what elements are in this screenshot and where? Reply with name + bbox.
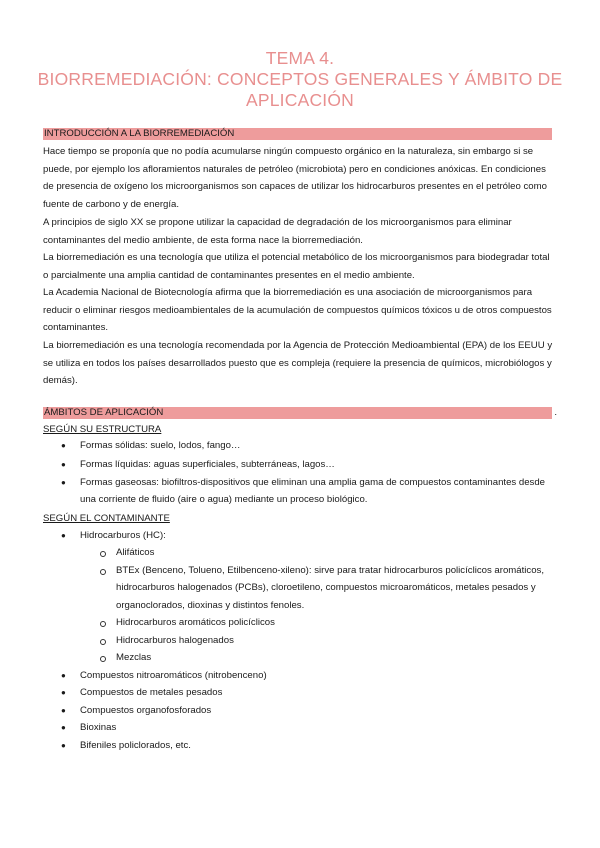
contaminante-item-1: Compuestos nitroaromáticos (nitrobenceno) — [80, 670, 267, 681]
hc-sub-item-1: Alifáticos — [116, 547, 155, 558]
ambitos-heading-text: ÁMBITOS DE APLICACIÓN — [44, 407, 164, 418]
circle-bullet-icon — [100, 621, 106, 627]
bullet-icon: ● — [61, 478, 66, 487]
document-title — [30, 48, 570, 111]
hc-sub-item-2: BTEx (Benceno, Tolueno, Etilbenceno-xileno): sirve para tratar hidrocarburos policíclicos aromáticos, hidrocarburos halogenados (PCBs), cloroetileno, compuestos microaromáticos, metales pesados y organoclorados, dioxinas y distintos fenoles. — [116, 565, 545, 611]
ambitos-heading — [43, 407, 557, 419]
intro-paragraph-2: A principios de siglo XX se propone utilizar la capacidad de degradación de los microorganismos para eliminar contaminantes del medio ambiente, de esta forma nace la biorremediación. — [43, 217, 512, 246]
contaminante-item-2: Compuestos de metales pesados — [80, 687, 223, 698]
bullet-icon: ● — [61, 706, 66, 715]
intro-paragraph-5: La biorremediación es una tecnología recomendada por la Agencia de Protección Medioambiental (EPA) de los EEUU y se utiliza en todos los países desarrollados puesto que es compleja (requiere la presencia de químicos, microbiólogos y demás). — [43, 340, 553, 387]
intro-heading — [43, 128, 552, 140]
estructura-item-3: Formas gaseosas: biofiltros-dispositivos que eliminan una amplia gama de compuestos contaminantes desde una corriente de fluido (aire o agua) mediante un proceso biológico. — [80, 477, 546, 506]
intro-heading-text: INTRODUCCIÓN A LA BIORREMEDIACIÓN — [44, 128, 235, 139]
ambitos-heading-trailing: . — [554, 407, 557, 418]
circle-bullet-icon — [100, 569, 106, 575]
bullet-icon: ● — [61, 531, 66, 540]
title-line-2: BIORREMEDIACIÓN: CONCEPTOS GENERALES Y ÁMBITO DE — [37, 69, 563, 89]
title-line-1: TEMA 4. — [265, 48, 335, 68]
hc-sub-item-5: Mezclas — [116, 652, 152, 663]
circle-bullet-icon — [100, 656, 106, 662]
estructura-heading: SEGÚN SU ESTRUCTURA — [43, 424, 162, 435]
hc-sub-item-4: Hidrocarburos halogenados — [116, 635, 234, 646]
contaminante-hc: Hidrocarburos (HC): — [80, 530, 166, 541]
estructura-item-1: Formas sólidas: suelo, lodos, fango… — [80, 440, 241, 451]
title-line-3: APLICACIÓN — [246, 90, 354, 110]
bullet-icon: ● — [61, 688, 66, 697]
bullet-icon: ● — [61, 671, 66, 680]
bullet-icon: ● — [61, 460, 66, 469]
bullet-icon: ● — [61, 741, 66, 750]
intro-paragraph-1: Hace tiempo se proponía que no podía acumularse ningún compuesto orgánico en la naturaleza, sin embargo si se puede, por ejemplo los afloramientos naturales de petróleo (microbiota) pero en condiciones anóxicas. En condiciones de presencia de oxígeno los microorganismos son capaces de utilizar los hidrocarburos presentes en el petróleo como fuente de carbono y de energía. — [43, 146, 547, 210]
intro-paragraph-3: La biorremediación es una tecnología que utiliza el potencial metabólico de los microorganismos para biodegradar total o parcialmente una amplia cantidad de contaminantes presentes en el medio ambiente. — [43, 252, 550, 281]
contaminante-heading: SEGÚN EL CONTAMINANTE — [43, 513, 170, 524]
estructura-item-2: Formas líquidas: aguas superficiales, subterráneas, lagos… — [80, 459, 335, 470]
contaminante-item-4: Bioxinas — [80, 722, 117, 733]
intro-paragraph-4: La Academia Nacional de Biotecnología afirma que la biorremediación es una asociación de microorganismos para reducir o eliminar riesgos medioambientales de la acumulación de compuestos químicos tóxicos u de otros compuestos contaminantes. — [43, 287, 552, 334]
circle-bullet-icon — [100, 551, 106, 557]
contaminante-item-5: Bifeniles policlorados, etc. — [80, 740, 191, 751]
bullet-icon: ● — [61, 441, 66, 450]
circle-bullet-icon — [100, 639, 106, 645]
bullet-icon: ● — [61, 723, 66, 732]
contaminante-item-3: Compuestos organofosforados — [80, 705, 212, 716]
hc-sub-item-3: Hidrocarburos aromáticos policíclicos — [116, 617, 275, 628]
